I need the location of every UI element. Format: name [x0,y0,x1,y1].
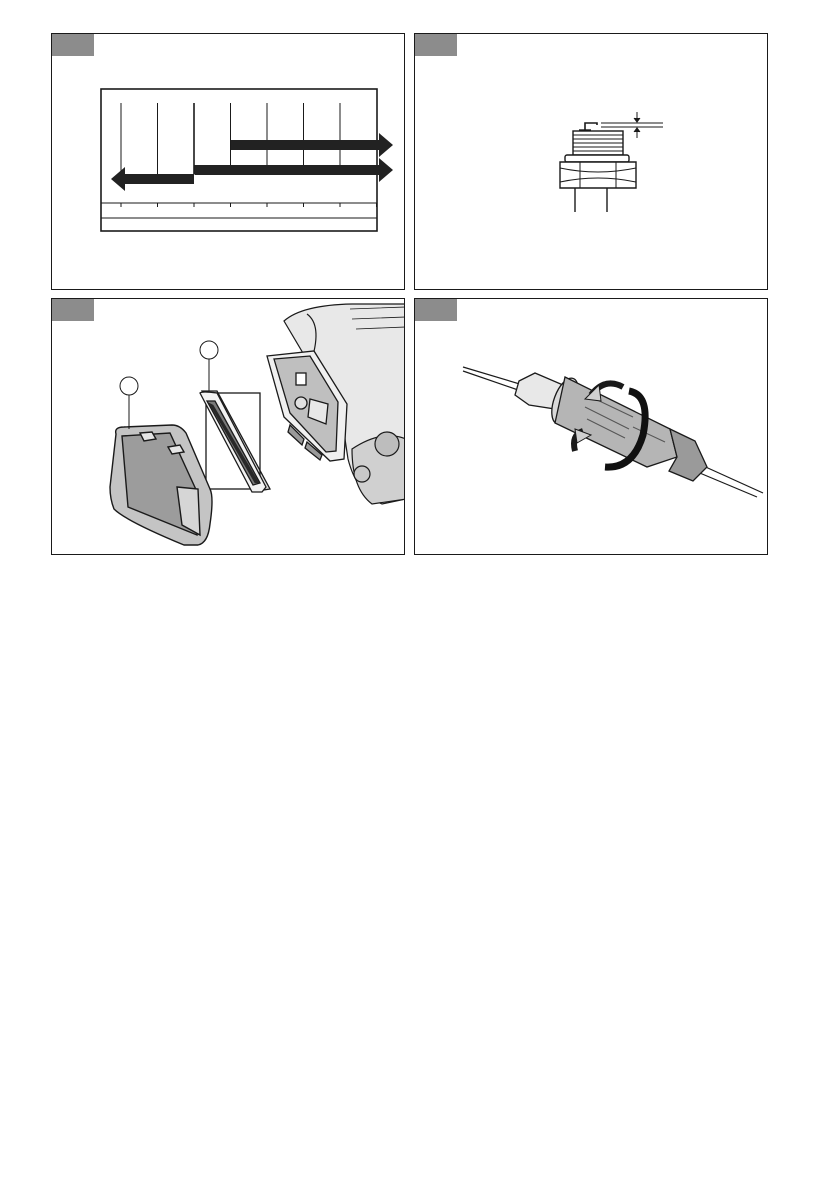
filter-cover [110,425,212,545]
ground-electrode [585,123,597,130]
chart-frame [101,89,377,231]
panel-spark-plug [414,33,768,290]
range-chart [52,34,405,290]
air-filter-illustration [52,299,405,555]
panel-air-filter [51,298,405,555]
panel-temperature-chart [51,33,405,290]
hex-nut [560,162,636,188]
panel-cable-adjuster [414,298,768,555]
washer [565,155,629,162]
spark-plug-illustration [415,34,768,290]
callout-1 [120,377,138,429]
cable-adjuster-illustration [415,299,768,555]
filter-pleat [213,405,259,483]
callout-2 [200,341,218,391]
filter-element [200,391,270,492]
